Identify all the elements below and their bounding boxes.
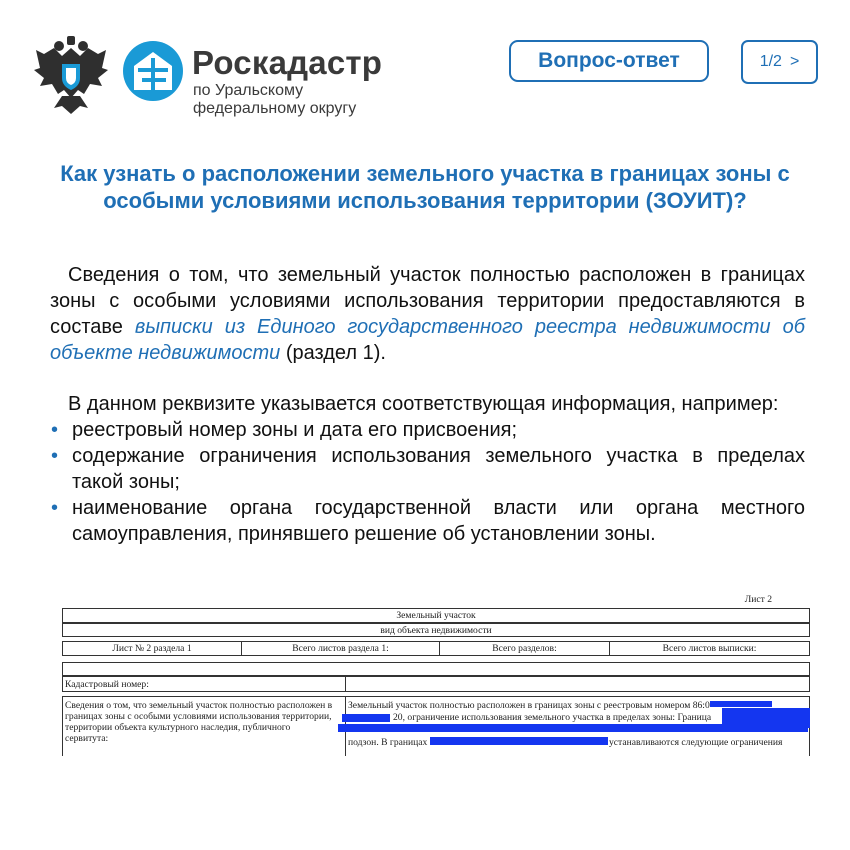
chevron-right-icon[interactable]: > (789, 53, 800, 70)
zone-value-1: Земельный участок полностью расположен в границах зоны с реестровым номером 86:0 (348, 700, 710, 711)
zone-value-2: 20, ограничение использования земельного участка в пределах зоны: Граница (393, 712, 712, 723)
brand-name: Роскадастр (192, 44, 383, 81)
blank-row (62, 662, 810, 676)
details-list (50, 417, 805, 547)
rosreestr-logo-icon (122, 40, 184, 102)
cadastral-row (62, 676, 810, 692)
page-title: Как узнать о расположении земельного участка в границах зоны с особыми условиями использования территории (ЗОУИТ)? (60, 161, 790, 213)
page-indicator[interactable] (741, 40, 818, 84)
intro-text-end: (раздел 1). (280, 342, 386, 364)
emblem-icon (32, 34, 110, 120)
zone-label: Сведения о том, что земельный участок полностью расположен в границах зоны с особыми условиями использования территории, территории объекта культурного наследия, публичного сервитута: (65, 700, 333, 744)
extract-link[interactable]: выписки из Единого государственного реестра недвижимости об объекте недвижимости (50, 316, 805, 364)
brand-subtitle-line-1: по Уральскому (193, 82, 304, 99)
redaction-mark (342, 714, 390, 722)
redaction-mark (710, 701, 772, 707)
table-cell: Лист № 2 раздела 1 (112, 643, 192, 654)
redaction-mark (338, 724, 808, 732)
brand-subtitle-line-2: федеральному округу (193, 100, 357, 117)
table-cell: Всего разделов: (439, 642, 609, 655)
sheet-number: Лист 2 (744, 594, 772, 605)
object-type-row (62, 623, 810, 637)
list-item: • наименование органа государственной власти или органа местного самоуправления, принявшего решение об установлении зоны. (50, 495, 805, 547)
cadastral-label: Кадастровый номер: (65, 678, 149, 690)
sheets-row (62, 641, 810, 656)
list-item: • реестровый номер зоны и дата его присвоения; (50, 417, 805, 443)
details-lead: В данном реквизите указывается соответствующая информация, например: (68, 393, 779, 415)
details-section (50, 391, 805, 547)
zone-value-3: подзон. В границах (348, 737, 428, 748)
intro-paragraph (50, 262, 805, 366)
brand-subtitle (193, 82, 356, 118)
list-item: • содержание ограничения использования земельного участка в пределах такой зоны; (50, 443, 805, 495)
object-row (62, 608, 810, 623)
cadastral-value (345, 677, 809, 691)
page-number: 1/2 (759, 53, 782, 70)
zone-value-4: устанавливаются следующие ограничения (609, 737, 783, 748)
table-cell: Всего листов раздела 1: (241, 642, 439, 655)
redaction-mark (430, 737, 608, 745)
object-name: Земельный участок (396, 610, 476, 621)
table-cell: Всего листов выписки: (609, 642, 809, 655)
object-type: вид объекта недвижимости (380, 624, 492, 636)
intro-text: Сведения о том, что земельный участок полностью расположен в границах зоны с особыми условиями использования территории предоставляются в составе (50, 264, 805, 338)
qa-button[interactable]: Вопрос-ответ (509, 40, 709, 82)
